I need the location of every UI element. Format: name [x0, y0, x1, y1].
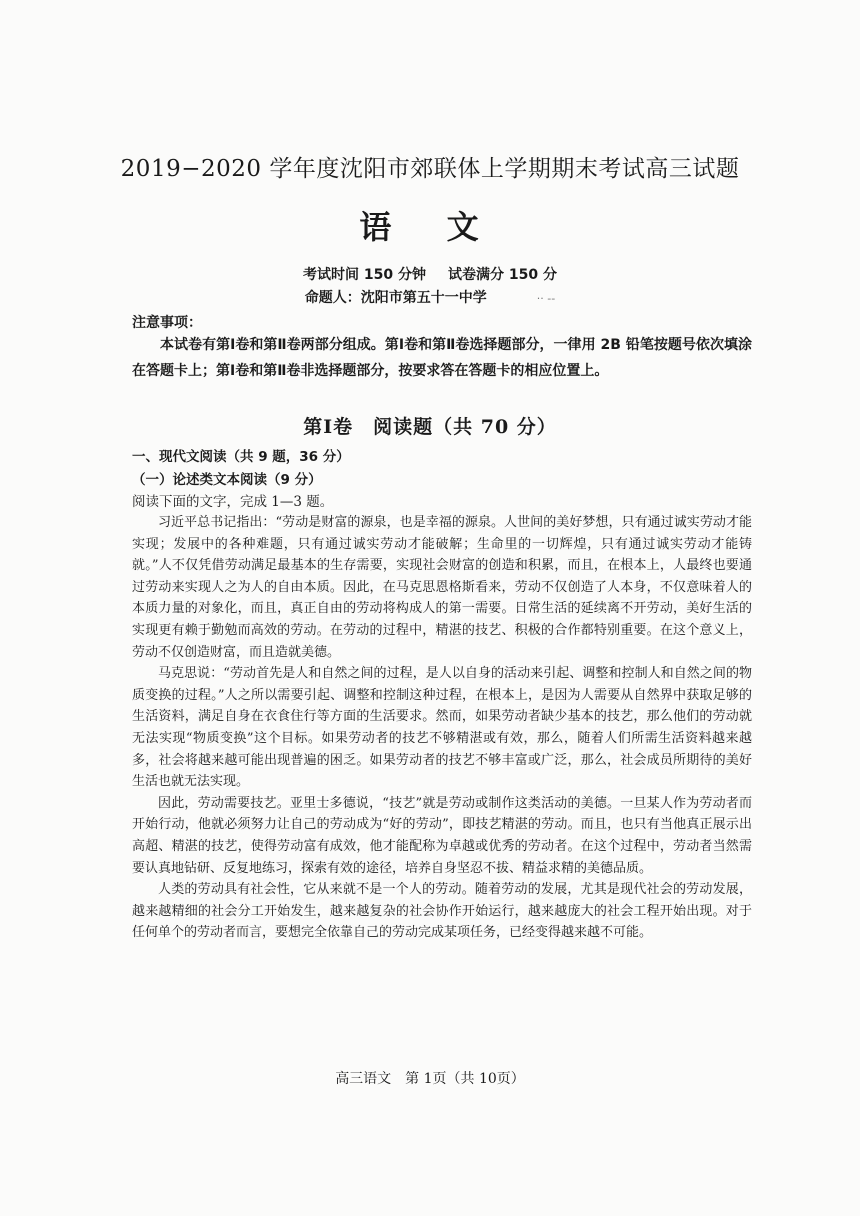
subpart-heading: （一）论述类文本阅读（9 分） [132, 472, 322, 488]
notice-body: 本试卷有第Ⅰ卷和第Ⅱ卷两部分组成。第Ⅰ卷和第Ⅱ卷选择题部分，一律用 2B 铅笔按题号依次填涂在答题卡上；第Ⅰ卷和第Ⅱ卷非选择题部分，按要求答在答题卡的相应位置上。 [132, 337, 752, 379]
article-paragraph: 习近平总书记指出：“劳动是财富的源泉，也是幸福的源泉。人世间的美好梦想，只有通过诚实劳动才能实现；发展中的各种难题，只有通过诚实劳动才能破解；生命里的一切辉煌，只有通过诚实劳动才能铸就。”人不仅凭借劳动满足最基本的生存需要，实现社会财富的创造和积累，而且，在根本上，人最终也要通过劳动来实现人之为人的自由本质。因此，在马克思恩格斯看来，劳动不仅创造了人本身，不仅意味着人的本质力量的对象化，而且，真正自由的劳动将构成人的第一需要。日常生活的延续离不开劳动，美好生活的实现更有赖于勤勉而高效的劳动。在劳动的过程中，精湛的技艺、积极的合作都特别重要。在这个意义上，劳动不仅创造财富，而且造就美德。 [132, 515, 752, 660]
article-paragraph: 人类的劳动具有社会性，它从来就不是一个人的劳动。随着劳动的发展，尤其是现代社会的劳动发展，越来越精细的社会分工开始发生，越来越复杂的社会协作开始运行，越来越庞大的社会工程开始出现。对于任何单个的劳动者而言，要想完全依靠自己的劳动完成某项任务，已经变得越来越不可能。 [132, 882, 752, 941]
page-footer: 高三语文 第 1页（共 10页） [335, 1071, 525, 1087]
article-paragraph: 马克思说：“劳动首先是人和自然之间的过程，是人以自身的活动来引起、调整和控制人和自然之间的物质变换的过程。”人之所以需要引起、调整和控制这种过程，在根本上，是因为人需要从自然界中获取足够的生活资料，满足自身在衣食住行等方面的生活要求。然而，如果劳动者缺少基本的技艺，那么他们的劳动就无法实现“物质变换”这个目标。如果劳动者的技艺不够精湛或有效，那么，随着人们所需生活资料越来越多，社会将越来越可能出现普遍的困乏。如果劳动者的技艺不够丰富或广泛，那么，社会成员所期待的美好生活也就无法实现。 [132, 666, 752, 790]
article-paragraph: 因此，劳动需要技艺。亚里士多德说，“技艺”就是劳动或制作这类活动的美德。一旦某人作为劳动者而开始行动，他就必须努力让自己的劳动成为“好的劳动”，即技艺精湛的劳动。而且，也只有当他真正展示出高超、精湛的技艺，使得劳动富有成效，他才能配称为卓越或优秀的劳动者。在这个过程中，劳动者当然需要认真地钻研、反复地练习，探索有效的途径，培养自身坚忍不拔、精益求精的美德品质。 [132, 795, 752, 876]
notice-label: 注意事项： [132, 315, 202, 331]
subject-title: 语 文 [359, 208, 501, 246]
exam-meta-line [0, 264, 860, 284]
reading-article [132, 512, 752, 944]
full-score: 试卷满分 150 分 [448, 267, 557, 283]
section-title: 第Ⅰ卷 阅读题（共 70 分） [303, 416, 557, 438]
exam-time: 考试时间 150 分钟 [303, 267, 426, 283]
exam-title: 2019−2020 学年度沈阳市郊联体上学期期末考试高三试题 [120, 156, 740, 182]
reading-instruction: 阅读下面的文字，完成 1—3 题。 [132, 494, 334, 510]
part-heading: 一、现代文阅读（共 9 题，36 分） [132, 449, 350, 465]
exam-author: 命题人：沈阳市第五十一中学 [304, 290, 487, 306]
author-line [0, 287, 860, 307]
scan-marks: ·· -- [536, 292, 556, 305]
